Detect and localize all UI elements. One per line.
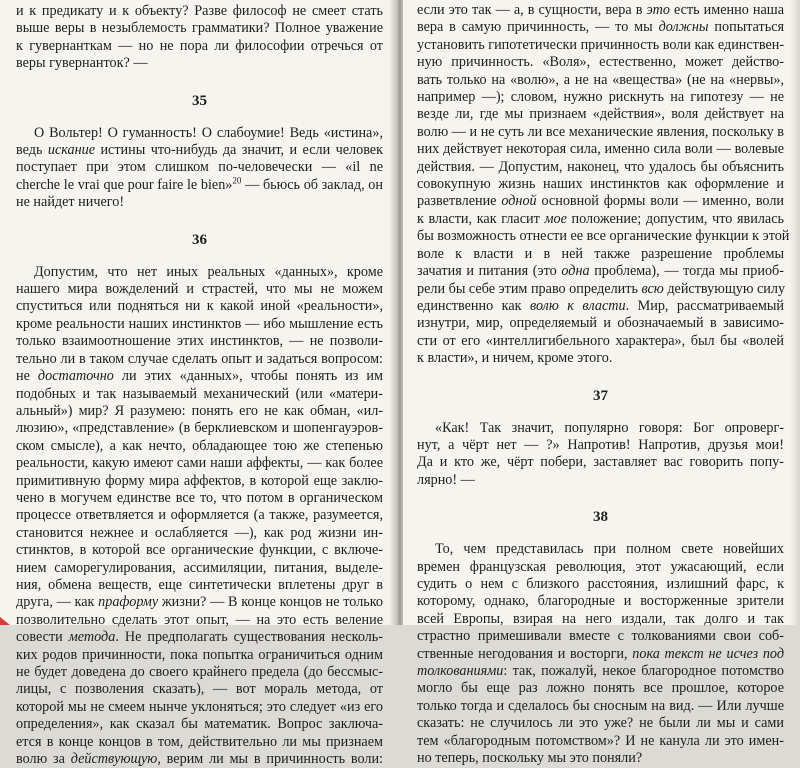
text-line: которой мы не смеем нынче уклоняться; это следует «из его [16, 698, 383, 715]
text-line: сти от его «интеллигибельного характера», был бы «волей [417, 332, 784, 349]
text-line: которому, однако, благородные и восторженные зрители [417, 593, 784, 610]
text-line: нашего мира вожделений и страстей, что мы не можем [16, 281, 383, 298]
text-line: нут, а чёрт нет — ?» Напротив! Напротив, друзья мои! [417, 436, 784, 453]
text-line: реальности, какую имеют сами наши аффекты, — как более [16, 455, 383, 472]
text-line: люзию», «представление» (в берклиевском и шопенгауэров- [16, 420, 383, 437]
text-line: не будет доведена до своего крайнего предела (до бессмыс- [16, 664, 383, 680]
text-line: тем «благородным потомством»? И не канула ли это имен- [417, 732, 784, 749]
text-line: примитивную форму мира аффектов, в которой еще заклю- [16, 472, 383, 489]
text-line: ких родов причинности, пока попытка ограничиться одним [16, 646, 383, 663]
text-line: не достаточно ли этих «данных», чтобы понять из им [16, 368, 383, 385]
text-line: везде ли, где мы признаем «действия», воля действует на [417, 106, 784, 123]
text-line: разветвление одной основной формы воли — именно, воли [417, 193, 785, 210]
text-line: спуститься или подняться ни к какой иной «реальности», [16, 298, 383, 315]
left-page [0, 0, 397, 768]
text-line: волю за действующую, верим ли мы в причинность воли: [16, 751, 383, 768]
text-line: ния, обмена веществ, еще синтетически вплетены друг в [16, 576, 383, 593]
text-line: становится нежнее и ослабляется —), как род жизни ин- [16, 524, 383, 541]
page-edge-shadow [790, 0, 800, 625]
section-number-36: 36 [192, 231, 207, 248]
section-number-37: 37 [593, 387, 608, 404]
text-line: выше веры в незыблемость грамматики? Полное уважение [16, 20, 383, 37]
text-line: только взаимоотношение этих инстинктов, — не позволи- [16, 333, 383, 350]
text-line: к гувернанткам — но не пора ли философии отречься от [16, 37, 383, 54]
text-line: если это так — а, в сущности, вера в это есть именно наша [417, 2, 784, 18]
text-line: То, чем представилась при полном свете новейших [435, 541, 784, 558]
text-line: бы возможность отнести ее все органические функции к этой [417, 228, 790, 245]
text-line: изнутри, мир, определяемый и обозначаемый в зависимо- [417, 315, 784, 332]
text-line: только тогда и сделалось бы сносным на вид. — Или лучше [417, 697, 784, 714]
text-line: действия. — Допустим, наконец, что удалось бы объяснить [417, 158, 784, 175]
text-line: не найдет ничего! [16, 194, 125, 211]
text-line: к власти», и ничем, кроме этого. [417, 350, 613, 367]
text-line: вера в самую причинность, — то мы должны попытаться [417, 19, 785, 36]
text-line: кроме реальности наших инстинктов — ибо мышление есть [16, 315, 383, 332]
text-line: но теперь, поскольку мы это поняли? [417, 750, 643, 767]
text-line: вать только на «волю», а не на «вещества» (не на «нервы», [417, 71, 784, 88]
text-line: cherche le vrai que pour faire le bien»$^{20}$ — бьюсь об заклад, он [16, 175, 383, 193]
text-line: волю — и не суть ли все механические явления, поскольку в [417, 123, 784, 140]
text-line: судить о нем с близкого расстояния, излишний фарс, к [417, 575, 784, 592]
text-line: определения», как сказал бы математик. Вопрос заключа- [16, 716, 383, 733]
text-line: сказать: не случилось ли это уже? не были ли мы и сами [417, 715, 784, 732]
text-line: ственные негодования и восторги, пока текст не исчез под [417, 645, 784, 662]
text-line: например —); словом, нужно рискнуть на гипотезу — не [417, 89, 784, 106]
text-line: Допустим, что нет иных реальных «данных», кроме [34, 263, 383, 280]
text-line: совокупную жизнь наших инстинктов как оформление и [417, 176, 784, 193]
text-line: процессе ответвляется и оформляется (а также, разумеется, [16, 507, 383, 524]
section-number-35: 35 [192, 92, 207, 109]
text-line: подобных и так называемый механический (или «матери- [16, 385, 383, 402]
text-line: О Вольтер! О гуманность! О слабоумие! Ведь «истина», [34, 124, 383, 141]
text-line: единственно как волю к власти. Мир, рассматриваемый [417, 297, 784, 314]
text-line: них действует некоторая сила, именно сила воли — волевые [417, 141, 784, 158]
text-line: ную причинность. «Воля», естественно, может действо- [417, 54, 784, 71]
text-line: поступает при этом слишком по-человечески — «il ne [16, 159, 383, 176]
text-line: к власти, как гласит мое положение; допустим, что явилась [417, 210, 784, 227]
text-line: могло бы еще раз ложно понять все прошлое, которое [417, 680, 784, 697]
text-line: воле к власти и в ней также разрешение проблемы [417, 245, 784, 262]
text-line: позволительно сделать этот опыт, — на это есть веление [16, 611, 383, 628]
text-line: альный») мир? Я разумею: понять его не как обман, «ил- [16, 402, 383, 419]
text-line: всей Европы, взирая на него издали, так долго и так [417, 610, 784, 627]
right-page [403, 0, 800, 767]
text-line: ведь искание истины что-нибудь да значит, и если человек [16, 142, 383, 159]
text-line: зачатия и питания (это одна проблема), — тогда мы приоб- [417, 263, 784, 280]
text-line: тельно ли в таком случае сделать опыт и задаться вопросом: [16, 350, 383, 367]
text-line: совести метода. Не предполагать существования несколь- [16, 629, 383, 646]
text-line: стинктов, в которой все органические функции, с включе- [16, 542, 383, 559]
text-line: ется в конце концов в том, действительно ли мы признаем [16, 733, 383, 750]
text-line: лицы, с позволения сказать), — вот мораль метода, от [16, 681, 383, 698]
text-line: толкованиями: так, пожалуй, некое благородное потомство [417, 663, 784, 679]
text-line: лярно! — [417, 471, 475, 488]
page-corner-marker [0, 617, 10, 625]
text-line: «Как! Так значит, популярно говоря: Бог опроверг- [435, 419, 784, 436]
text-line: Да и кто же, чёрт побери, заставляет вас говорить попу- [417, 454, 784, 471]
text-line: нием саморегулирования, ассимиляции, питания, выделе- [16, 559, 383, 576]
text-line: веры гувернанток? — [16, 55, 148, 72]
text-line: друга, — как праформу жизни? — В конце концов не только [16, 594, 384, 611]
text-line: установить гипотетически причинность воли как единствен- [417, 36, 785, 53]
text-line: ском смысле), а как нечто, обладающее тою же степенью [16, 437, 383, 454]
footnote-ref: 20 [232, 175, 242, 186]
text-line: страстно примешивали вместе с толкованиями свои соб- [417, 628, 784, 645]
text-line: времен французская революция, этот ужасающий, если [417, 558, 784, 575]
text-line: и к предикату и к объекту? Разве философ не смеет стать [16, 3, 383, 19]
section-number-38: 38 [593, 509, 608, 526]
text-line: чено в могучем единстве все то, что потом в органическом [16, 489, 383, 506]
text-line: рели бы себе этим право определить всю действующую силу [417, 280, 786, 297]
